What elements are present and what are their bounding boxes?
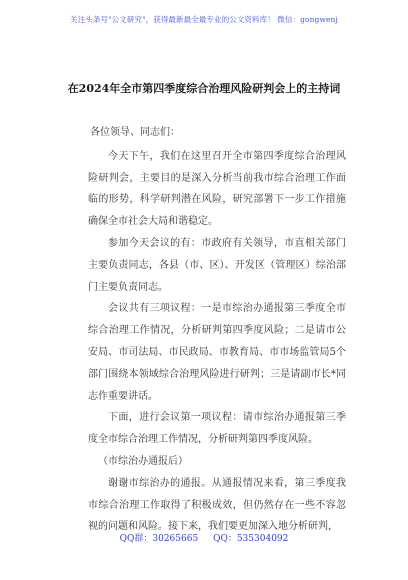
footer-qq-group: QQ群：30265665 [119,534,199,544]
paragraph-stage-note: （市综治办通报后） [98,455,188,467]
paragraph-opening: 今天下午，我们在这里召开全市第四季度综合治理风险研判会，主要目的是深入分析当前我市综合治理工作面临的形势，科学研判潜在风险，研究部署下一步工作措施确保全市社会大局和谐稳定。 [88,150,346,228]
paragraph-attendees: 参加今天会议的有：市政府有关领导，市直相关部门主要负责同志，各县（市、区）、开发区（管理区）综治部门主要负责同志。 [88,237,346,293]
document-body [88,122,346,538]
paragraph-first-item: 下面，进行会议第一项议程：请市综治办通报第三季度全市综合治理工作情况，分析研判第四季度风险。 [88,412,346,446]
document-title: 在2024年全市第四季度综合治理风险研判会上的主持词 [67,82,341,95]
header-promo-note: 关注头条号"公文研究"，获得最新最全最专业的公文资料库！ 微信：gongwenj [70,15,338,24]
salutation: 各位领导、同志们： [90,127,180,138]
footer-contact [0,531,408,544]
paragraph-agenda: 会议共有三项议程：一是市综治办通报第三季度全市综合治理工作情况，分析研判第四季度风险；二是请市公安局、市司法局、市民政局、市教育局、市市场监管局5个部门围绕本领域综合治理风险进行研判；三是请副市长*同志作重要讲话。 [88,303,346,402]
paragraph-response: 谢谢市综治办的通报。从通报情况来看，第三季度我市综合治理工作取得了积极成效，但仍然存在一些不容忽视的问题和风险。接下来，我们要更加深入地分析研判， [88,477,346,533]
footer-qq: QQ：535304092 [213,534,289,544]
